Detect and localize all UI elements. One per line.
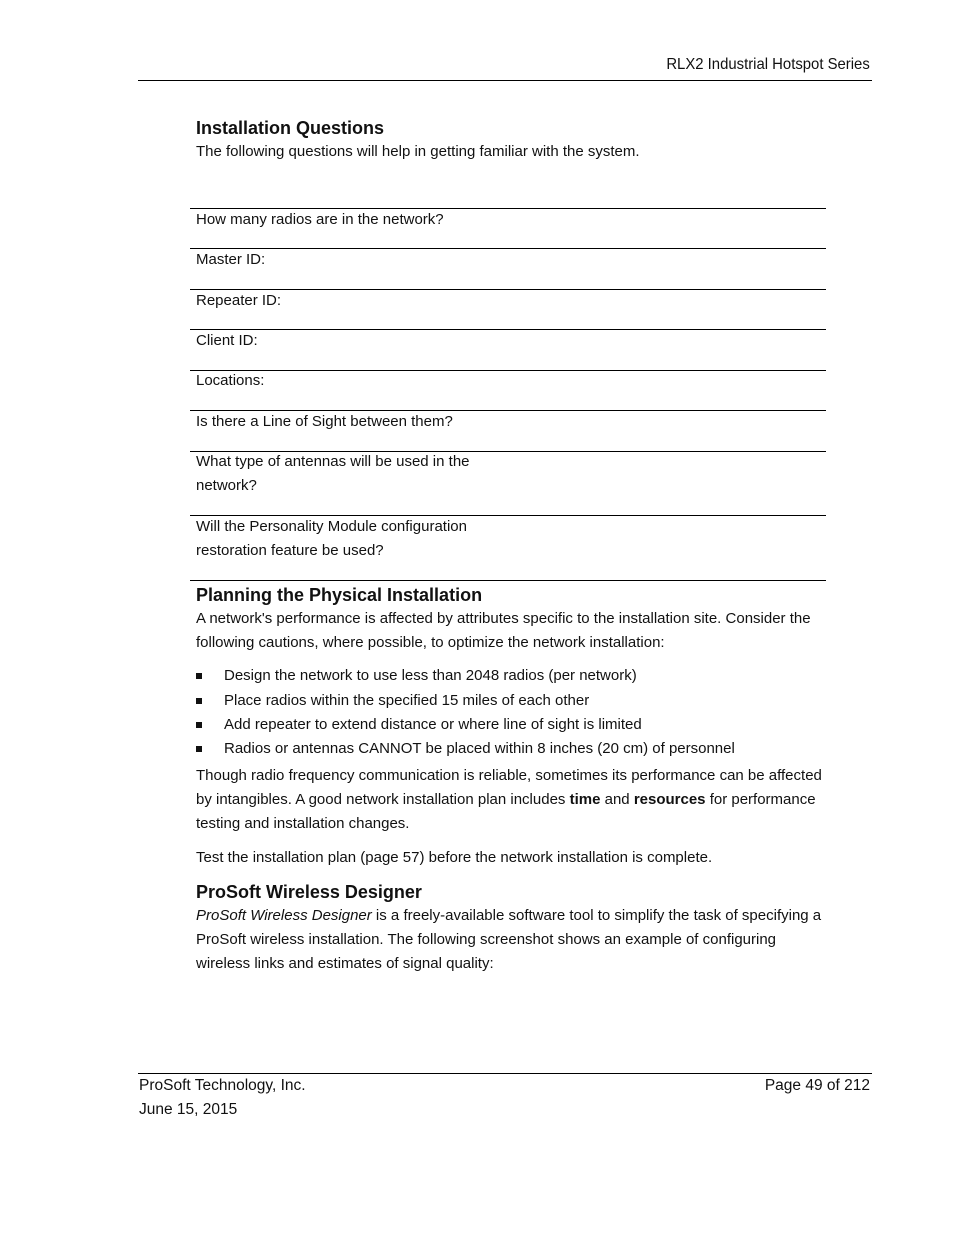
installation-questions-intro: The following questions will help in getting familiar with the system.	[196, 143, 640, 160]
planning-heading: Planning the Physical Installation	[196, 585, 483, 605]
running-header: RLX2 Industrial Hotspot Series	[666, 56, 870, 73]
question-row: Locations:	[196, 372, 265, 389]
planning-intro: A network's performance is affected by attributes specific to the installation site. Consider the following cautions, where possible, to optimize the network installation:	[196, 610, 811, 651]
bold-term-time: time	[569, 791, 601, 808]
footer-page-number: Page 49 of 212	[764, 1077, 870, 1094]
question-row: Repeater ID:	[196, 292, 282, 309]
bullet-square-icon	[196, 722, 202, 728]
question-row: What type of antennas will be used in the network?	[196, 453, 470, 494]
paragraph-text: for performance testing and installation changes.	[196, 791, 816, 832]
question-row: Is there a Line of Sight between them?	[196, 413, 453, 430]
installation-questions-heading: Installation Questions	[196, 118, 385, 138]
header-rule	[138, 80, 872, 81]
question-row: Master ID:	[196, 251, 266, 268]
question-row: Will the Personality Module configuration restoration feature be used?	[196, 518, 467, 559]
question-row: Client ID:	[196, 332, 258, 349]
table-rule	[190, 580, 826, 581]
question-row: How many radios are in the network?	[196, 211, 444, 228]
bullet-square-icon	[196, 746, 202, 752]
bullet-text: Design the network to use less than 2048 radios (per network)	[224, 667, 637, 684]
bullet-text: Radios or antennas CANNOT be placed within 8 inches (20 cm) of personnel	[224, 740, 735, 757]
footer-date: June 15, 2015	[139, 1101, 238, 1118]
bullet-square-icon	[196, 673, 202, 679]
bullet-text: Add repeater to extend distance or where line of sight is limited	[224, 716, 642, 733]
footer-company: ProSoft Technology, Inc.	[139, 1077, 306, 1094]
bold-term-resources: resources	[633, 791, 706, 808]
paragraph-text: is a freely-available software tool to simplify the task of specifying a ProSoft wireless installation. The following screenshot shows an example of configuring wireless links and estimates of signal quality:	[196, 907, 822, 972]
paragraph-text: Though radio frequency communication is reliable, sometimes its performance can be affected by intangibles. A good network installation plan includes	[196, 767, 822, 808]
bullet-text: Place radios within the specified 15 miles of each other	[224, 692, 590, 709]
bullet-square-icon	[196, 698, 202, 704]
paragraph-text: and	[600, 791, 634, 808]
designer-paragraph	[196, 904, 826, 976]
product-name: ProSoft Wireless Designer	[196, 907, 372, 924]
planning-paragraph	[196, 764, 826, 836]
designer-heading: ProSoft Wireless Designer	[196, 882, 422, 902]
test-plan-paragraph: Test the installation plan (page 57) before the network installation is complete.	[196, 849, 713, 866]
